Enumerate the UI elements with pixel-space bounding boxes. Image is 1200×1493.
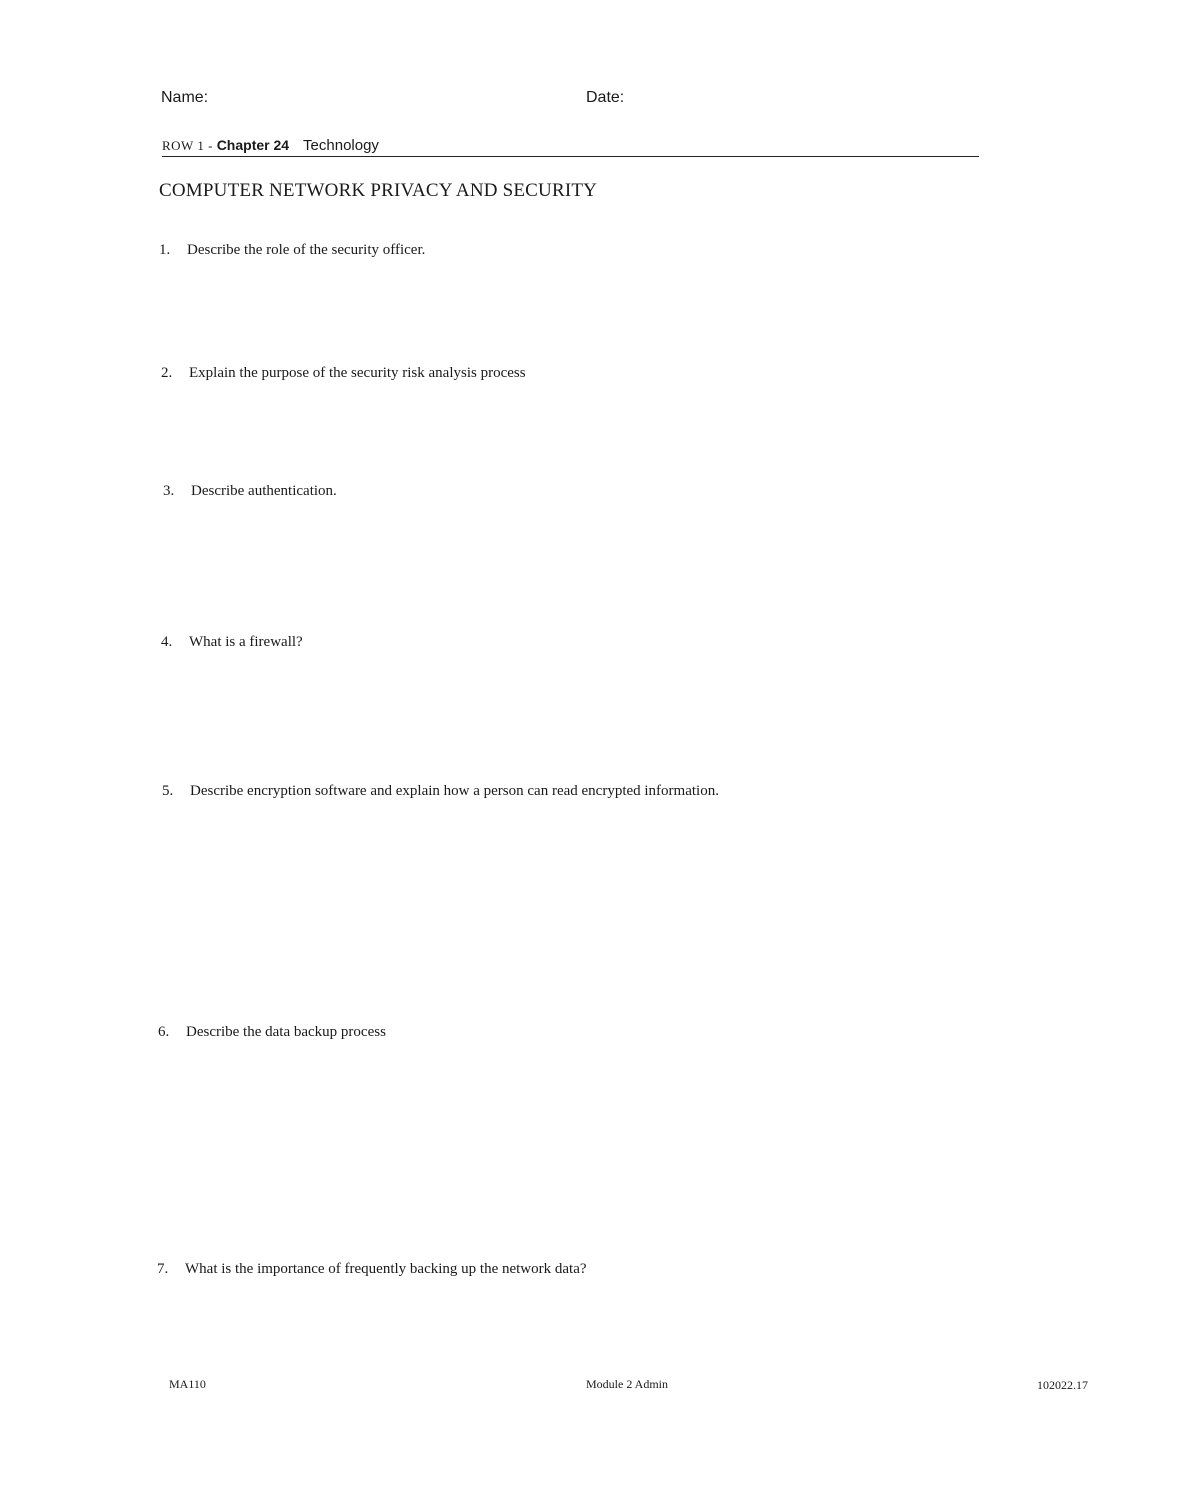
footer-module: Module 2 Admin [586, 1377, 669, 1391]
page-title: COMPUTER NETWORK PRIVACY AND SECURITY [159, 180, 598, 201]
question-number: 2. [161, 365, 173, 381]
question-text: Describe encryption software and explain how a person can read encrypted information. [190, 783, 719, 799]
footer-version: 102022.17 [1037, 1378, 1088, 1392]
footer-course-code: MA110 [169, 1377, 206, 1391]
question-number: 7. [157, 1261, 169, 1277]
name-label: Name: [161, 89, 209, 106]
question-4 [161, 634, 303, 651]
question-1 [159, 242, 425, 259]
question-6 [158, 1024, 386, 1041]
question-text: What is the importance of frequently backing up the network data? [185, 1261, 587, 1277]
question-3 [163, 483, 337, 500]
question-text: Explain the purpose of the security risk analysis process [189, 365, 526, 381]
question-text: Describe authentication. [191, 483, 337, 499]
topic-label: Technology [303, 137, 379, 154]
question-text: What is a firewall? [189, 634, 303, 650]
question-5 [162, 783, 719, 800]
question-text: Describe the role of the security officer. [187, 242, 426, 258]
question-number: 5. [162, 783, 174, 799]
question-number: 1. [159, 242, 171, 258]
date-label: Date: [586, 89, 625, 106]
course-header [162, 137, 979, 157]
question-number: 6. [158, 1024, 170, 1040]
chapter-label: Chapter 24 [216, 137, 290, 153]
question-text: Describe the data backup process [186, 1024, 386, 1040]
question-number: 3. [163, 483, 175, 499]
question-2 [161, 365, 526, 382]
course-row: ROW 1 - [162, 138, 217, 153]
question-number: 4. [161, 634, 173, 650]
question-7 [157, 1261, 587, 1278]
